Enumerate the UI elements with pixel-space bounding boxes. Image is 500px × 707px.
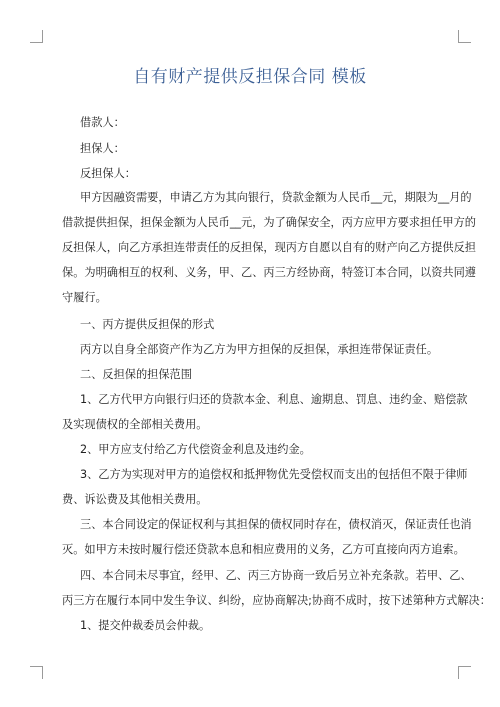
counter-guarantor-label: 反担保人：: [80, 167, 136, 180]
paragraph-line: 2、甲方应支付给乙方代偿资金利息及违约金。: [80, 443, 311, 456]
paragraph-line: 甲方因融资需要，申请乙方为其向银行，贷款金额为人民币__元，期限为__月的: [80, 191, 472, 204]
document-title: 自有财产提供反担保合同 模板: [133, 67, 367, 87]
section-heading: 一、丙方提供反担保的形式: [80, 318, 215, 331]
paragraph-line: 及实现债权的全部相关费用。: [62, 418, 208, 431]
paragraph-line: 费、诉讼费及其他相关费用。: [62, 493, 208, 506]
paragraph-line: 灭。如甲方未按时履行偿还贷款本息和相应费用的义务，乙方可直接向丙方追索。: [62, 543, 465, 556]
borrower-label: 借款人：: [80, 116, 125, 129]
paragraph-line: 保。为明确相互的权利、义务，甲、乙、丙三方经协商，特签订本合同，以资共同遵: [62, 266, 476, 279]
paragraph-line: 丙方以自身全部资产作为乙方为甲方担保的反担保，承担连带保证责任。: [80, 343, 439, 356]
paragraph-line: 守履行。: [62, 291, 107, 304]
section-heading: 二、反担保的担保范围: [80, 368, 192, 381]
crop-mark-top-left: [30, 30, 43, 43]
paragraph-line: 3、乙方为实现对甲方的追偿权和抵押物优先受偿权而支出的包括但不限于律师: [80, 468, 468, 481]
crop-mark-bottom-left: [30, 666, 43, 679]
paragraph-line: 1、提交仲裁委员会仲裁。: [80, 619, 211, 632]
paragraph-line: 四、本合同未尽事宜，经甲、乙、丙三方协商一致后另立补充条款。若甲、乙、: [80, 569, 472, 582]
paragraph-line: 借款提供担保，担保金额为人民币__元，为了确保安全，丙方应甲方要求担任甲方的: [62, 216, 476, 229]
crop-mark-bottom-right: [458, 666, 471, 679]
guarantor-label: 担保人：: [80, 142, 125, 155]
paragraph-line: 1、乙方代甲方向银行归还的贷款本金、利息、逾期息、罚息、违约金、赔偿款: [80, 393, 468, 406]
paragraph-line: 三、本合同设定的保证权利与其担保的债权同时存在，债权消灭，保证责任也消: [80, 518, 472, 531]
paragraph-line: 反担保人，向乙方承担连带责任的反担保，现丙方自愿以自有的财产向乙方提供反担: [62, 241, 476, 254]
crop-mark-top-right: [458, 30, 471, 43]
paragraph-line: 丙三方在履行本同中发生争议、纠纷，应协商解决;协商不成时，按下述第种方式解决：: [62, 594, 491, 607]
